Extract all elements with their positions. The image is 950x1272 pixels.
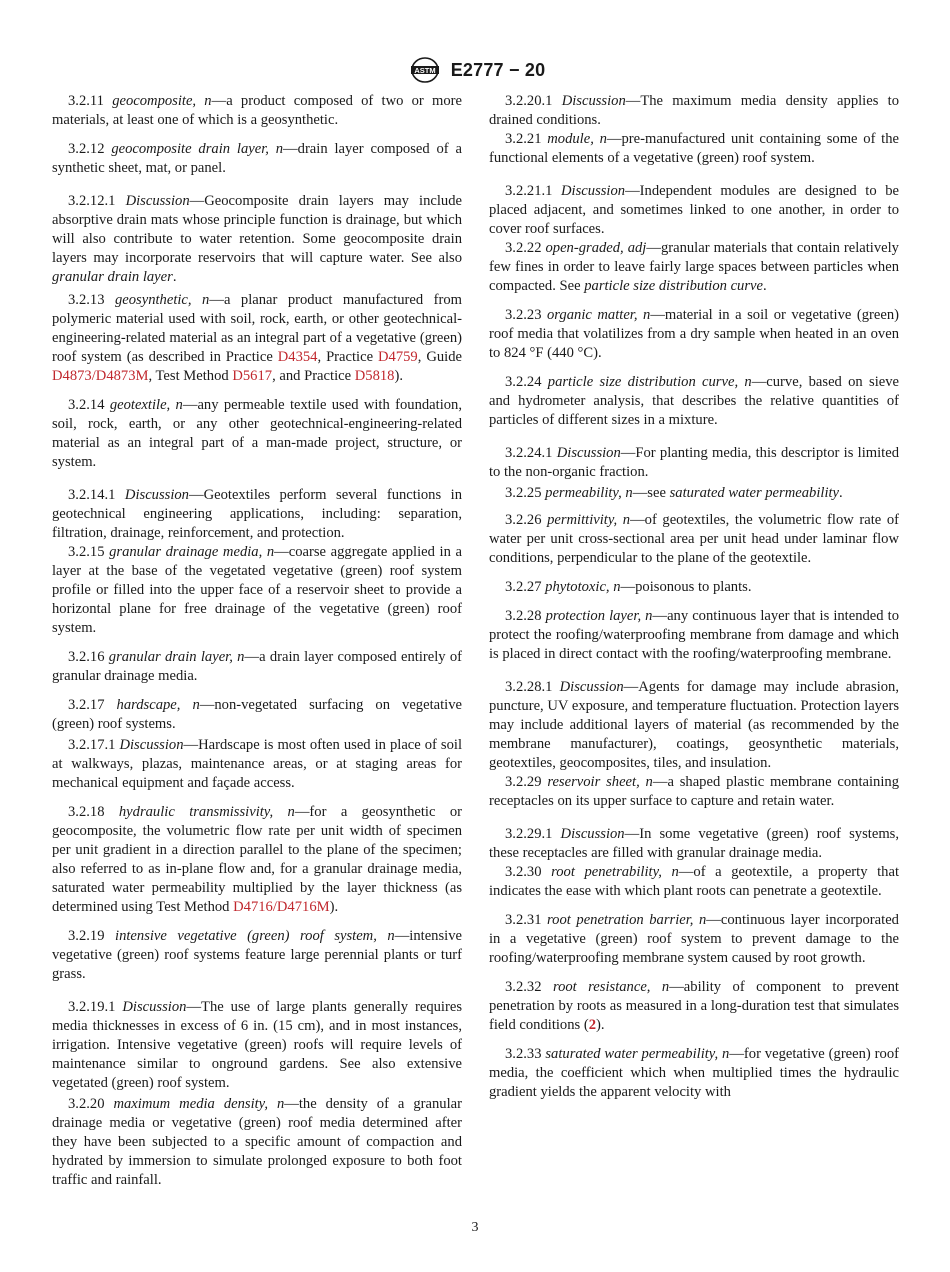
- body-text: , Test Method: [148, 368, 233, 384]
- definition-paragraph: [489, 773, 899, 811]
- body-text: —Geocomposite drain layers may include absorptive drain mats whose principle function is drainage, but which will also contribute to water retention. Some geocomposite drain layers may incorporate reservoirs that will capture water. See also: [52, 193, 463, 266]
- reference-link[interactable]: D4716/D4716M: [233, 899, 330, 915]
- body-text: 3.2.17: [68, 697, 117, 713]
- term-text: Discussion: [122, 999, 187, 1015]
- body-text: 3.2.20.1: [505, 93, 562, 109]
- definition-paragraph: [489, 239, 899, 296]
- term-text: particle size distribution curve, n: [547, 374, 752, 390]
- body-text: 3.2.18: [68, 804, 119, 820]
- body-text: —of geotextiles, the volumetric flow rate of water per unit cross-sectional area per unit head under laminar flow conditions, perpendicular to the plane of the geotextile.: [489, 512, 899, 566]
- body-text: —for vegetative (green) roof media, the coefficient which when multiplied times the hydraulic gradient yields the apparent velocity with: [489, 1046, 899, 1100]
- term-text: granular drain layer: [52, 269, 173, 285]
- body-text: —For planting media, this descriptor is limited to the non-organic fraction.: [489, 445, 899, 480]
- body-text: 3.2.17.1: [68, 737, 120, 753]
- term-text: particle size distribution curve: [584, 278, 763, 294]
- body-text: 3.2.14.1: [68, 487, 125, 503]
- term-text: Discussion: [556, 445, 621, 461]
- term-text: root penetration barrier, n: [547, 912, 707, 928]
- body-text: 3.2.20: [68, 1096, 114, 1112]
- definition-paragraph: [489, 607, 899, 664]
- body-text: 3.2.29.1: [505, 826, 561, 842]
- body-text: —intensive vegetative (green) roof systems feature large perennial plants or turf grass.: [52, 928, 462, 982]
- body-text: —any permeable textile used with foundation, soil, rock, earth, or any other geotechnical-engineering-related material as an integral part of a man-made project, structure, or system.: [52, 397, 462, 470]
- body-text: —curve, based on sieve and hydrometer analysis, that describes the relative quantities of particles of different sizes in a mixture.: [489, 374, 900, 428]
- body-text: , Practice: [317, 349, 378, 365]
- term-text: root penetrability, n: [551, 864, 679, 880]
- body-text: 3.2.28: [505, 608, 546, 624]
- term-text: organic matter, n: [547, 307, 651, 323]
- body-text: 3.2.33: [505, 1046, 546, 1062]
- definition-paragraph: [52, 543, 462, 638]
- definition-paragraph: [489, 825, 899, 863]
- body-text: —a planar product manufactured from polymeric material used with soil, rock, earth, or other geotechnical-engineering-related material as an integral part of a vegetative (green) roof system (as described in Practice: [52, 292, 462, 365]
- term-text: reservoir sheet, n: [547, 774, 653, 790]
- term-text: hardscape, n: [116, 697, 200, 713]
- definition-paragraph: [52, 927, 462, 984]
- definition-paragraph: [489, 1045, 899, 1102]
- definition-paragraph: [52, 998, 462, 1093]
- body-text: 3.2.21.1: [505, 183, 562, 199]
- body-text: ).: [329, 899, 339, 915]
- body-text: —pre-manufactured unit containing some of the functional elements of a vegetative (green) roof system.: [489, 131, 899, 166]
- definition-paragraph: [489, 92, 899, 130]
- standard-designation: E2777 − 20: [450, 59, 546, 80]
- body-text: 3.2.22: [505, 240, 546, 256]
- body-text: 3.2.32: [505, 979, 553, 995]
- definition-paragraph: [489, 130, 899, 168]
- reference-link[interactable]: D5818: [354, 368, 395, 384]
- term-text: Discussion: [560, 826, 625, 842]
- body-text: 3.2.12.1: [68, 193, 126, 209]
- body-text: 3.2.12: [68, 141, 112, 157]
- term-text: phytotoxic, n: [545, 579, 621, 595]
- term-text: granular drain layer, n: [108, 649, 245, 665]
- term-text: permeability, n: [545, 485, 633, 501]
- term-text: open-graded, adj: [545, 240, 647, 256]
- body-text: 3.2.24: [505, 374, 548, 390]
- body-text: —ability of component to prevent penetration by roots as measured in a long-duration test that simulates field conditions (: [489, 979, 899, 1033]
- definition-paragraph: [52, 648, 462, 686]
- page-number: 3: [471, 1220, 479, 1235]
- body-text: , Guide: [417, 349, 462, 365]
- body-text: 3.2.24.1: [505, 445, 557, 461]
- body-text: 3.2.15: [68, 544, 110, 560]
- body-text: .: [172, 269, 177, 285]
- term-text: root resistance, n: [552, 979, 670, 995]
- body-text: 3.2.28.1: [505, 679, 560, 695]
- definition-paragraph: [489, 911, 899, 968]
- astm-logo-text: ASTM: [414, 65, 436, 75]
- body-text: —In some vegetative (green) roof systems, these receptacles are filled with granular drainage media.: [489, 826, 899, 861]
- definition-paragraph: [52, 192, 462, 287]
- body-text: —non-vegetated surfacing on vegetative (green) roof systems.: [52, 697, 462, 732]
- body-text: —poisonous to plants.: [620, 579, 752, 595]
- body-text: —The maximum media density applies to drained conditions.: [489, 93, 899, 128]
- right-column: [489, 92, 899, 1102]
- definition-paragraph: [489, 978, 899, 1035]
- body-text: —material in a soil or vegetative (green) roof media that volatilizes from a dry sample when heated in an oven to 824 °F (440 °C).: [489, 307, 899, 361]
- term-text: Discussion: [559, 679, 624, 695]
- definition-paragraph: [52, 140, 462, 178]
- reference-link[interactable]: D5617: [232, 368, 273, 384]
- body-text: —Agents for damage may include abrasion, puncture, UV exposure, and temperature fluctuation. Protection layers may include additional layers of material (as recommended by the membrane manufacturer), coatings, geosynthetic materials, geotextiles, geocomposites, tiles, and insulation.: [489, 679, 900, 771]
- term-text: maximum media density, n: [113, 1096, 285, 1112]
- definition-paragraph: [52, 736, 462, 793]
- body-text: 3.2.13: [68, 292, 115, 308]
- reference-link[interactable]: D4354: [277, 349, 318, 365]
- definition-paragraph: [489, 444, 899, 482]
- definition-paragraph: [489, 578, 899, 597]
- definition-paragraph: [52, 92, 462, 130]
- definition-paragraph: [489, 182, 899, 239]
- term-text: permittivity, n: [547, 512, 631, 528]
- term-text: Discussion: [124, 487, 189, 503]
- body-text: —the density of a granular drainage media or vegetative (green) roof media determined after they have been subjected to a specific amount of compaction and hydrated by immersion to simulate prolonged exposure to both foot traffic and rainfall.: [52, 1096, 462, 1188]
- body-text: ).: [596, 1017, 605, 1033]
- term-text: Discussion: [561, 93, 626, 109]
- body-text: —a product composed of two or more materials, at least one of which is a geosynthetic.: [52, 93, 463, 128]
- body-text: 3.2.19: [68, 928, 116, 944]
- body-text: —granular materials that contain relatively few fines in order to leave fairly large spaces between particles when compacted. See: [489, 240, 899, 294]
- term-text: geosynthetic, n: [114, 292, 210, 308]
- definition-paragraph: [489, 678, 899, 773]
- definition-paragraph: [52, 486, 462, 543]
- body-text: 3.2.23: [505, 307, 547, 323]
- body-text: , and Practice: [272, 368, 355, 384]
- reference-link[interactable]: 2: [588, 1017, 597, 1033]
- body-text: —of a geotextile, a property that indicates the ease with which plant roots can penetrate a geotextile.: [489, 864, 900, 899]
- definition-paragraph: [52, 396, 462, 472]
- definition-paragraph: [52, 803, 462, 917]
- body-text: 3.2.30: [505, 864, 552, 880]
- term-text: geocomposite, n: [112, 93, 212, 109]
- body-text: 3.2.29: [505, 774, 548, 790]
- term-text: granular drainage media, n: [109, 544, 275, 560]
- body-text: —a drain layer composed entirely of granular drainage media.: [52, 649, 463, 684]
- definition-paragraph: [489, 373, 899, 430]
- body-text: —for a geosynthetic or geocomposite, the volumetric flow rate per unit width of specimen per unit gradient in a direction parallel to the plane of the specimen; also referred to as in-plane flow and, for a granular drainage media, saturated water permeability multiplied by the layer thickness (as determined using Test Method: [52, 804, 462, 915]
- term-text: Discussion: [561, 183, 626, 199]
- definition-paragraph: [52, 696, 462, 734]
- term-text: intensive vegetative (green) roof system, n: [115, 928, 395, 944]
- term-text: protection layer, n: [545, 608, 653, 624]
- body-text: —Geotextiles perform several functions in geotechnical engineering applications, including: separation, filtration, drainage, reinforcement, and protection.: [52, 487, 462, 541]
- body-text: 3.2.26: [505, 512, 548, 528]
- body-text: —continuous layer incorporated in a vegetative (green) roof system to prevent damage to the roofing/waterproofing membrane system caused by root growth.: [489, 912, 899, 966]
- left-column: [52, 92, 462, 1190]
- body-text: 3.2.21: [505, 131, 548, 147]
- reference-link[interactable]: D4759: [378, 349, 418, 365]
- term-text: saturated water permeability: [669, 485, 840, 501]
- body-text: 3.2.19.1: [68, 999, 123, 1015]
- body-text: —Independent modules are designed to be placed adjacent, and sometimes linked to one another, in order to cover roof surfaces.: [489, 183, 899, 237]
- term-text: Discussion: [125, 193, 190, 209]
- body-text: 3.2.14: [68, 397, 110, 413]
- body-text: —coarse aggregate applied in a layer at the base of the vegetated vegetative (green) roof system profile or filled into the upper face of a reservoir sheet to provide a horizontal plane for free drainage of the vegetative (green) roof system.: [52, 544, 462, 636]
- term-text: saturated water permeability, n: [545, 1046, 730, 1062]
- body-text: —drain layer composed of a synthetic sheet, mat, or panel.: [52, 141, 462, 176]
- definition-paragraph: [489, 511, 899, 568]
- body-text: —The use of large plants generally requires media thicknesses in excess of 6 in. (15 cm), and in most instances, irrigation. Intensive vegetative (green) roofs will require levels of maintenance similar to onground gardens. See also extensive vegetated (green) roof system.: [52, 999, 463, 1091]
- body-text: 3.2.27: [505, 579, 546, 595]
- definition-paragraph: [52, 1095, 462, 1190]
- term-text: hydraulic transmissivity, n: [118, 804, 295, 820]
- term-text: Discussion: [119, 737, 184, 753]
- page-header: [0, 56, 950, 84]
- definition-paragraph: [489, 863, 899, 901]
- definition-paragraph: [52, 291, 462, 386]
- body-text: 3.2.16: [68, 649, 109, 665]
- body-text: —any continuous layer that is intended to protect the roofing/waterproofing membrane from damage and which is placed in direct contact with the roofing/waterproofing membrane.: [489, 608, 899, 662]
- body-text: ).: [394, 368, 403, 384]
- body-text: —Hardscape is most often used in place of soil at walkways, plazas, maintenance areas, or at staging areas for mechanical equipment and façade access.: [52, 737, 463, 791]
- body-text: .: [839, 485, 843, 501]
- term-text: geocomposite drain layer, n: [111, 141, 284, 157]
- body-text: .: [763, 278, 767, 294]
- definition-paragraph: [489, 306, 899, 363]
- term-text: geotextile, n: [109, 397, 183, 413]
- reference-link[interactable]: D4873/D4873M: [52, 368, 149, 384]
- body-text: 3.2.31: [505, 912, 548, 928]
- body-text: —a shaped plastic membrane containing receptacles on its upper surface to capture and retain water.: [489, 774, 899, 809]
- term-text: module, n: [547, 131, 607, 147]
- astm-logo-icon: [405, 56, 445, 84]
- body-text: 3.2.11: [68, 93, 113, 109]
- body-text: —see: [632, 485, 670, 501]
- definition-paragraph: [489, 484, 899, 503]
- body-text: 3.2.25: [505, 485, 546, 501]
